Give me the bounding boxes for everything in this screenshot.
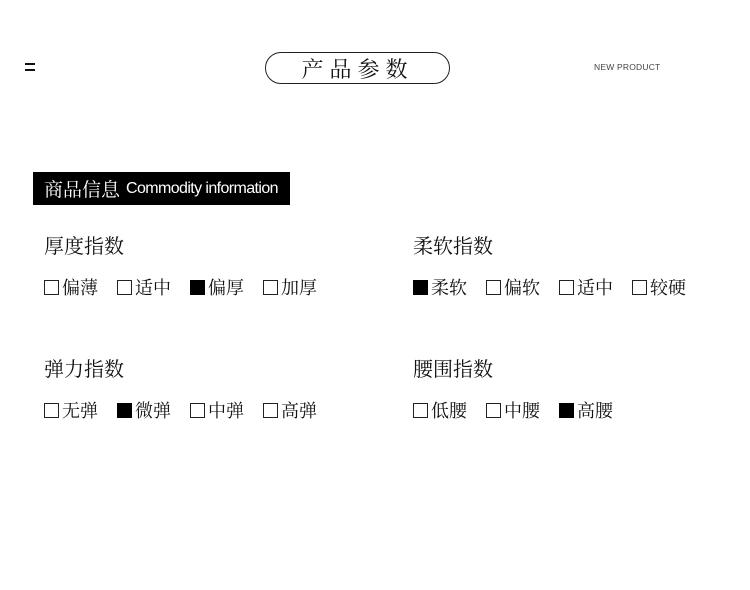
option-list <box>44 398 336 422</box>
option-label: 中腰 <box>504 401 540 422</box>
option-label: 偏软 <box>504 278 540 299</box>
option-label: 适中 <box>135 278 171 299</box>
checkbox[interactable] <box>117 280 132 295</box>
option-label: 柔软 <box>431 278 467 299</box>
option-item[interactable] <box>190 275 244 299</box>
option-label: 偏薄 <box>62 278 98 299</box>
option-list <box>44 275 336 299</box>
checkbox[interactable] <box>632 280 647 295</box>
option-item[interactable] <box>632 275 686 299</box>
waist-index-group <box>413 356 613 422</box>
checkbox-checked[interactable] <box>190 280 205 295</box>
checkbox[interactable] <box>44 280 59 295</box>
option-label: 偏厚 <box>208 278 244 299</box>
option-list <box>413 398 632 422</box>
checkbox[interactable] <box>190 403 205 418</box>
option-list <box>413 275 705 299</box>
checkbox[interactable] <box>413 403 428 418</box>
checkbox-checked[interactable] <box>413 280 428 295</box>
checkbox[interactable] <box>44 403 59 418</box>
option-item[interactable] <box>190 398 244 422</box>
option-item[interactable] <box>559 275 613 299</box>
option-item[interactable] <box>44 398 98 422</box>
option-label: 加厚 <box>281 278 317 299</box>
section-banner <box>33 172 290 205</box>
page-title-text: 产品参数 <box>301 57 414 83</box>
option-item[interactable] <box>486 275 540 299</box>
softness-index-group <box>413 233 686 299</box>
option-item[interactable] <box>559 398 613 422</box>
option-label: 适中 <box>577 278 613 299</box>
section-title-en: Commodity information <box>126 179 278 197</box>
checkbox[interactable] <box>263 403 278 418</box>
checkbox[interactable] <box>486 403 501 418</box>
option-item[interactable] <box>117 398 171 422</box>
section-title-cn: 商品信息 <box>44 179 121 201</box>
checkbox-checked[interactable] <box>559 403 574 418</box>
group-title: 厚度指数 <box>44 234 124 258</box>
option-label: 无弹 <box>62 401 98 422</box>
thickness-index-group <box>44 233 317 299</box>
option-item[interactable] <box>413 398 467 422</box>
group-title: 柔软指数 <box>413 234 493 258</box>
menu-icon[interactable] <box>25 62 35 72</box>
option-label: 低腰 <box>431 401 467 422</box>
option-item[interactable] <box>117 275 171 299</box>
option-item[interactable] <box>44 275 98 299</box>
option-label: 较硬 <box>650 278 686 299</box>
option-label: 微弹 <box>135 401 171 422</box>
option-item[interactable] <box>486 398 540 422</box>
checkbox[interactable] <box>486 280 501 295</box>
option-label: 高腰 <box>577 401 613 422</box>
elasticity-index-group <box>44 356 317 422</box>
option-item[interactable] <box>413 275 467 299</box>
page-title <box>265 52 450 84</box>
option-item[interactable] <box>263 275 317 299</box>
option-label: 中弹 <box>208 401 244 422</box>
checkbox[interactable] <box>263 280 278 295</box>
checkbox[interactable] <box>559 280 574 295</box>
subtitle-new-product: NEW PRODUCT <box>594 62 661 72</box>
option-item[interactable] <box>263 398 317 422</box>
checkbox-checked[interactable] <box>117 403 132 418</box>
group-title: 腰围指数 <box>413 357 493 381</box>
option-label: 高弹 <box>281 401 317 422</box>
group-title: 弹力指数 <box>44 357 124 381</box>
